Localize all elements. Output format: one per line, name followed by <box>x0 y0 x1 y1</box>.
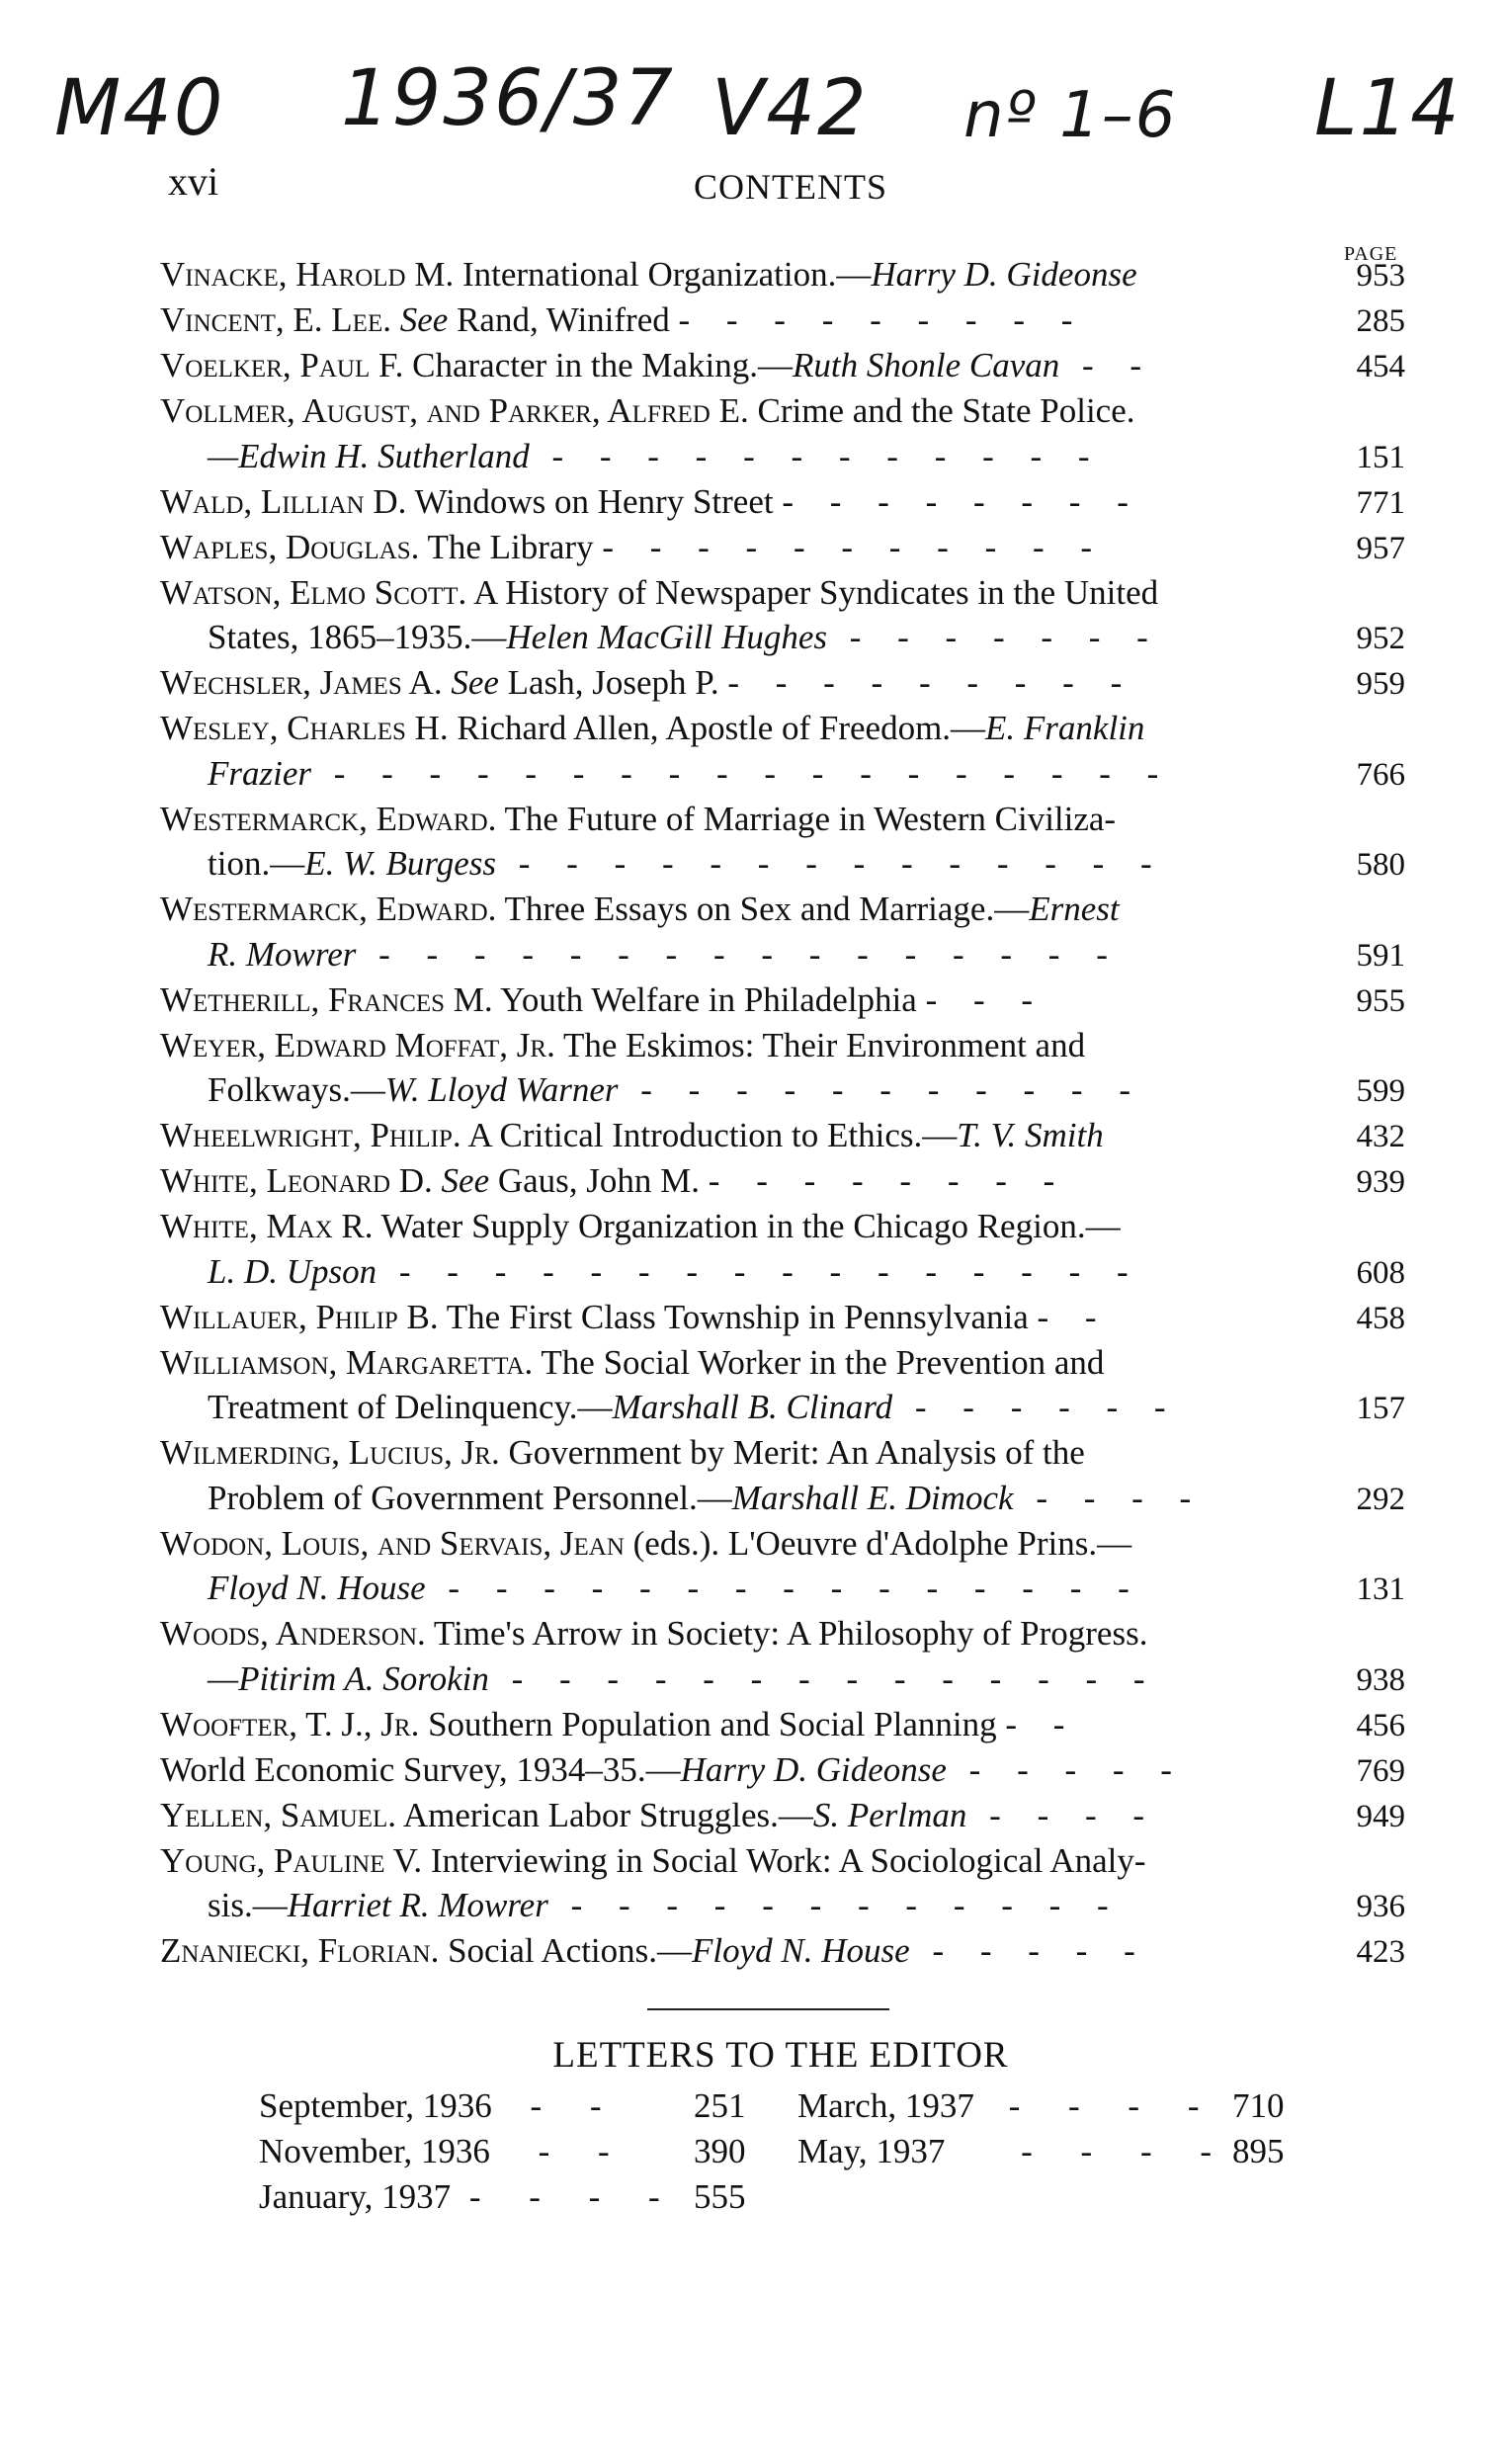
entry-reviewer: E. W. Burgess <box>304 844 497 883</box>
entry-text: Crime and the State Police. <box>748 391 1135 430</box>
entry-line <box>160 932 1405 977</box>
entry-text: Richard Allen, Apostle of Freedom.— <box>448 709 986 747</box>
entry-page-number: 949 <box>1356 1798 1405 1834</box>
leader-dots: - - - - - <box>946 1749 1186 1789</box>
leader-dots: - - - - - - - - - - - <box>618 1070 1144 1109</box>
entry-line <box>160 479 1405 525</box>
contents-entry <box>160 343 1405 388</box>
entry-page-number: 936 <box>1356 1889 1405 1924</box>
entry-page-number: 955 <box>1356 982 1405 1019</box>
entry-line <box>160 887 1405 932</box>
contents-entry <box>160 797 1405 887</box>
entry-text: Folkways.— <box>208 1070 385 1109</box>
entry-page-number: 953 <box>1356 258 1405 294</box>
entry-text: States, 1865–1935.— <box>208 618 507 656</box>
contents-entry <box>160 706 1405 796</box>
folio-number: xvi <box>168 159 219 204</box>
entry-text: Gaus, John M. <box>489 1161 709 1200</box>
entry-line <box>160 1113 1405 1158</box>
entry-page-number: 957 <box>1356 530 1405 566</box>
entry-reviewer: R. Mowrer <box>208 934 357 974</box>
entry-line <box>160 660 1405 706</box>
entry-author: Wheelwright, Philip. <box>160 1116 461 1154</box>
contents-entry <box>160 1838 1405 1928</box>
handwritten-issues: nº 1–6 <box>963 79 1178 152</box>
entry-text: Three Essays on Sex and Marriage.— <box>496 890 1030 928</box>
letter-page: 251 <box>694 2086 746 2125</box>
entry-reviewer: Marshall E. Dimock <box>731 1478 1014 1517</box>
letter-date: May, 1937 - - - - <box>797 2132 1232 2170</box>
letter-date: March, 1937 - - - - <box>797 2086 1219 2125</box>
leader-dots: - - - - - - <box>892 1388 1180 1426</box>
contents-entry <box>160 479 1405 525</box>
entry-line <box>160 343 1405 388</box>
entry-page-number: 769 <box>1356 1752 1405 1789</box>
letter-date: September, 1936 - - <box>259 2086 622 2125</box>
entry-line <box>160 525 1405 570</box>
contents-entry <box>160 388 1405 478</box>
entry-reviewer: —Pitirim A. Sorokin <box>208 1658 489 1698</box>
leader-dots: - - <box>1059 346 1156 384</box>
entry-line <box>160 797 1405 842</box>
contents-entry <box>160 525 1405 570</box>
entry-page-number: 131 <box>1356 1572 1405 1607</box>
contents-entry <box>160 977 1405 1023</box>
entry-page-number: 938 <box>1356 1661 1405 1698</box>
entry-page-number: 456 <box>1356 1707 1405 1743</box>
entry-author: Williamson, Margaretta. <box>160 1342 534 1382</box>
entry-author: Vollmer, August, and Parker, Alfred E. <box>160 391 749 430</box>
contents-entry <box>160 1295 1405 1340</box>
entry-page-number: 771 <box>1356 484 1405 521</box>
entry-text: Windows on Henry Street <box>406 481 783 521</box>
entry-text: Rand, Winifred <box>448 300 679 339</box>
entry-author: Westermarck, Edward. <box>160 890 497 928</box>
entry-author: Wilmerding, Lucius, Jr. <box>160 1433 500 1472</box>
entry-page-number: 580 <box>1356 847 1405 883</box>
entry-text: Youth Welfare in Philadelphia <box>492 979 926 1019</box>
entry-line <box>160 1521 1405 1567</box>
entry-reviewer: Harry D. Gideonse <box>871 255 1137 294</box>
leader-dots: - - - - - - - - - - - - - - - - <box>376 1251 1142 1291</box>
entry-text: Social Actions.— <box>439 1931 693 1970</box>
entry-line <box>160 1702 1405 1747</box>
entry-text: The Social Worker in the Prevention and <box>533 1342 1105 1382</box>
entry-author: Waples, Douglas. <box>160 527 420 566</box>
leader-dots: - - - - - - - - - <box>727 663 1136 702</box>
letters-row <box>259 2083 1306 2129</box>
page-heading: CONTENTS <box>694 167 887 207</box>
entry-author: Young, Pauline V. <box>160 1840 423 1880</box>
contents-entry <box>160 252 1405 297</box>
entry-line <box>160 751 1405 797</box>
entry-text: Interviewing in Social Work: A Sociological Analy- <box>422 1840 1146 1880</box>
entry-line <box>160 1023 1405 1068</box>
letter-page: 555 <box>694 2177 746 2216</box>
entry-line <box>160 615 1405 660</box>
leader-dots: - - - - - - - - - - - - - - <box>496 844 1166 883</box>
contents-entry <box>160 1928 1405 1974</box>
entry-text: The Future of Marriage in Western Civiliza- <box>496 799 1117 838</box>
entry-author: Wechsler, James A. <box>160 663 443 702</box>
entry-line <box>160 1067 1405 1113</box>
leader-dots: - - - - - - - - - - - - <box>547 1886 1123 1924</box>
entry-line <box>160 977 1405 1023</box>
entry-page-number: 939 <box>1356 1164 1405 1200</box>
leader-dots: - - - - <box>1013 1478 1206 1517</box>
entry-line <box>160 1340 1405 1386</box>
contents-list <box>160 252 1405 1974</box>
entry-text: Water Supply Organization in the Chicago Region.— <box>373 1207 1121 1245</box>
entry-reviewer: E. Franklin <box>985 709 1145 747</box>
entry-reviewer: Frazier <box>208 753 311 793</box>
entry-text: The First Class Township in Pennsylvania <box>438 1297 1038 1336</box>
entry-page-number: 599 <box>1356 1073 1405 1109</box>
entry-page-number: 608 <box>1356 1254 1405 1291</box>
entry-author: Westermarck, Edward. <box>160 799 497 838</box>
entry-text: Time's Arrow in Society: A Philosophy of Progress. <box>425 1614 1148 1653</box>
entry-line <box>160 841 1405 887</box>
leader-dots: - - - - - - - - - <box>678 300 1087 339</box>
entry-line <box>160 570 1405 616</box>
entry-page-number: 591 <box>1356 937 1405 974</box>
entry-reviewer: Harry D. Gideonse <box>680 1749 947 1789</box>
contents-entry <box>160 887 1405 977</box>
entry-line <box>160 706 1405 751</box>
handwritten-call-number: Μ40 <box>54 64 225 153</box>
leader-dots: - - - - - - - - <box>708 1161 1069 1200</box>
entry-text: Lash, Joseph P. <box>498 663 728 702</box>
entry-page-number: 285 <box>1356 303 1405 339</box>
entry-text: World Economic Survey, 1934–35.— <box>160 1749 681 1789</box>
letter-date: January, 1937 - - - - <box>259 2177 680 2216</box>
handwritten-code: L14 <box>1314 64 1462 153</box>
leader-dots: - - - - - - - - - - - - - - <box>488 1658 1159 1698</box>
entry-line <box>160 1385 1405 1430</box>
entry-author: Znaniecki, Florian. <box>160 1931 440 1970</box>
entry-line <box>160 434 1405 479</box>
entry-line <box>160 297 1405 343</box>
entry-text: sis.— <box>208 1886 288 1924</box>
entry-line <box>160 388 1405 434</box>
contents-entry <box>160 1702 1405 1747</box>
entry-reviewer: Harriet R. Mowrer <box>287 1886 548 1924</box>
entry-reviewer: Ernest <box>1029 890 1120 928</box>
entry-reviewer: See <box>399 300 449 339</box>
entry-author: Weyer, Edward Moffat, Jr. <box>160 1025 555 1064</box>
entry-reviewer: T. V. Smith <box>957 1116 1104 1154</box>
entry-line <box>160 1928 1405 1974</box>
letters-section-title: LETTERS TO THE EDITOR <box>552 2035 1009 2076</box>
entry-page-number: 157 <box>1356 1391 1405 1426</box>
contents-entry <box>160 1158 1405 1204</box>
entry-page-number: 292 <box>1356 1481 1405 1517</box>
letter-page: 710 <box>1232 2086 1285 2125</box>
leader-dots: - - - - - - - - - - - <box>602 527 1107 566</box>
entry-line <box>160 1566 1405 1611</box>
entry-reviewer: Ruth Shonle Cavan <box>793 346 1060 384</box>
entry-line <box>160 1793 1405 1838</box>
entry-text: tion.— <box>208 844 305 883</box>
entry-author: Wodon, Louis, and Servais, Jean <box>160 1523 625 1563</box>
letter-page: 390 <box>694 2132 746 2170</box>
leader-dots: - - - - - - - - - - - - - - - - - - <box>311 753 1173 793</box>
section-divider <box>647 2008 889 2010</box>
leader-dots: - - - - <box>966 1795 1159 1834</box>
entry-page-number: 423 <box>1356 1934 1405 1970</box>
contents-entry <box>160 1204 1405 1294</box>
contents-entry <box>160 1340 1405 1430</box>
letters-table <box>259 2083 1306 2220</box>
entry-reviewer: S. Perlman <box>812 1795 967 1834</box>
entry-reviewer: —Edwin H. Sutherland <box>208 436 530 475</box>
contents-entry <box>160 1113 1405 1158</box>
entry-reviewer: Floyd N. House <box>208 1569 426 1607</box>
leader-dots: - - - - - - - <box>827 618 1162 656</box>
entry-page-number: 952 <box>1356 621 1405 656</box>
entry-text <box>391 300 400 339</box>
entry-page-number: 432 <box>1356 1119 1405 1154</box>
entry-reviewer: Marshall B. Clinard <box>612 1388 893 1426</box>
entry-page-number: 458 <box>1356 1300 1405 1336</box>
contents-entry <box>160 1611 1405 1701</box>
page-column-label: PAGE <box>1344 243 1398 265</box>
entry-page-number: 454 <box>1356 349 1405 384</box>
entry-line <box>160 1158 1405 1204</box>
handwritten-annotation <box>0 54 1506 163</box>
entry-text <box>433 1161 442 1200</box>
contents-entry <box>160 297 1405 343</box>
entry-line <box>160 1883 1405 1928</box>
entry-author: Watson, Elmo Scott. <box>160 572 467 612</box>
contents-entry <box>160 660 1405 706</box>
leader-dots: - - - - - - - - - - - - <box>529 436 1104 475</box>
leader-dots: - - - - - - - - - - - - - - - - <box>356 934 1122 974</box>
letter-date: November, 1936 - - <box>259 2132 629 2170</box>
contents-entry <box>160 1430 1405 1520</box>
contents-entry <box>160 1747 1405 1793</box>
entry-page-number: 766 <box>1356 756 1405 793</box>
entry-author: Yellen, Samuel. <box>160 1795 397 1834</box>
entry-text: Character in the Making.— <box>403 346 794 384</box>
entry-reviewer: Floyd N. House <box>692 1931 910 1970</box>
entry-author: White, Max R. <box>160 1207 374 1245</box>
entry-reviewer: W. Lloyd Warner <box>384 1070 619 1109</box>
entry-text: International Organization.— <box>454 255 872 294</box>
entry-line <box>160 1476 1405 1521</box>
entry-page-number: 151 <box>1356 439 1405 475</box>
entry-author: Woods, Anderson. <box>160 1614 426 1653</box>
entry-author: Wetherill, Frances M. <box>160 979 493 1019</box>
entry-line <box>160 1204 1405 1249</box>
entry-line <box>160 1611 1405 1657</box>
contents-entry <box>160 1793 1405 1838</box>
leader-dots: - - <box>1005 1704 1079 1743</box>
handwritten-years: 1936/37 <box>341 54 676 143</box>
entry-text: Treatment of Delinquency.— <box>208 1388 613 1426</box>
leader-dots: - - - - - - - - - - - - - - - <box>425 1569 1143 1607</box>
entry-author: Willauer, Philip B. <box>160 1297 439 1336</box>
entry-line <box>160 1657 1405 1702</box>
entry-author: Wald, Lillian D. <box>160 481 407 521</box>
contents-entry <box>160 570 1405 660</box>
entry-text: The Library <box>419 527 603 566</box>
entry-text: Southern Population and Social Planning <box>419 1704 1006 1743</box>
entry-reviewer: See <box>441 1161 490 1200</box>
entry-line <box>160 252 1405 297</box>
entry-line <box>160 1838 1405 1884</box>
leader-dots: - - - - - - - - <box>782 481 1142 521</box>
entry-text: American Labor Struggles.— <box>396 1795 813 1834</box>
entry-author: Vinacke, Harold M. <box>160 255 455 294</box>
entry-text: Problem of Government Personnel.— <box>208 1478 732 1517</box>
entry-line <box>160 1249 1405 1295</box>
entry-reviewer: L. D. Upson <box>208 1251 377 1291</box>
entry-text: A Critical Introduction to Ethics.— <box>460 1116 958 1154</box>
leader-dots: - - - - - <box>909 1931 1149 1970</box>
entry-text: A History of Newspaper Syndicates in the United <box>466 572 1159 612</box>
entry-line <box>160 1295 1405 1340</box>
entry-reviewer: See <box>451 663 499 702</box>
entry-line <box>160 1430 1405 1476</box>
letters-row <box>259 2129 1306 2174</box>
letter-page: 895 <box>1232 2132 1285 2170</box>
entry-line <box>160 1747 1405 1793</box>
handwritten-volume: V42 <box>711 64 869 153</box>
letters-row <box>259 2174 1306 2220</box>
entry-text: The Eskimos: Their Environment and <box>554 1025 1086 1064</box>
entry-author: White, Leonard D. <box>160 1161 433 1200</box>
entry-author: Vincent, E. Lee. <box>160 300 391 339</box>
contents-entry <box>160 1521 1405 1611</box>
entry-author: Voelker, Paul F. <box>160 346 404 384</box>
leader-dots: - - - <box>925 979 1047 1019</box>
entry-reviewer: Helen MacGill Hughes <box>506 618 827 656</box>
contents-entry <box>160 1023 1405 1113</box>
entry-author: Woofter, T. J., Jr. <box>160 1704 420 1743</box>
entry-text: (eds.). L'Oeuvre d'Adolphe Prins.— <box>624 1523 1132 1563</box>
entry-author: Wesley, Charles H. <box>160 709 449 747</box>
leader-dots: - - <box>1037 1297 1111 1336</box>
entry-page-number: 959 <box>1356 666 1405 702</box>
entry-text: Government by Merit: An Analysis of the <box>499 1433 1085 1472</box>
